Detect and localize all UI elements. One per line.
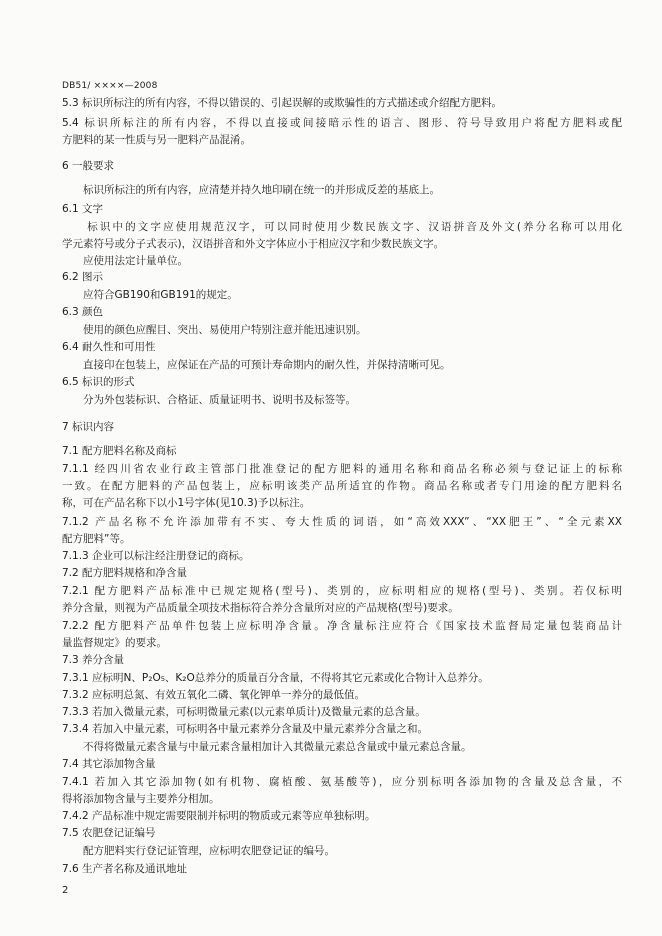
clause-7-3-heading: 7.3 养分含量	[62, 654, 125, 666]
section-7-heading: 7 标识内容	[62, 421, 115, 433]
clause-7-1-3: 7.1.3 企业可以标注经注册登记的商标。	[62, 550, 250, 562]
clause-7-3-2: 7.3.2 应标明总氮、有效五氧化二磷、氧化钾单一养分的最低值。	[62, 689, 366, 701]
clause-6-4-heading: 6.4 耐久性和可用性	[62, 341, 156, 353]
clause-6-1-line-3: 应使用法定计量单位。	[62, 255, 188, 267]
clause-7-5-heading: 7.5 农肥登记证编号	[62, 827, 156, 839]
clause-7-3-4: 7.3.4 若加入中量元素，可标明各中量元素养分含量及中量元素养分含量之和。	[62, 723, 429, 735]
clause-7-1-2-line-2: 配方肥料”等。	[62, 533, 131, 545]
clause-7-6-heading: 7.6 生产者名称及通讯地址	[62, 863, 188, 875]
clause-5-4-line-2: 方肥料的某一性质与另一肥料产品混淆。	[62, 134, 251, 146]
clause-6-1-heading: 6.1 文字	[62, 203, 104, 215]
clause-6-4-text: 直接印在包装上，应保证在产品的可预计寿命期内的耐久性，并保持清晰可见。	[62, 359, 451, 371]
clause-6-3-text: 使用的颜色应醒目、突出、易使用户特别注意并能迅速识别。	[62, 324, 367, 336]
clause-7-3-3: 7.3.3 若加入微量元素，可标明微量元素(以元素单质计)及微量元素的总含量。	[62, 706, 426, 718]
clause-7-1-1-line-1: 7.1.1 经四川省农业行政主管部门批准登记的配方肥料的通用名称和商品名称必须与登记证上的标称	[62, 463, 622, 475]
page-number: 2	[62, 885, 69, 896]
clause-7-1-1-line-3: 称，可在产品名称下以小1号字体(见10.3)予以标注。	[62, 497, 311, 509]
clause-6-2-heading: 6.2 图示	[62, 271, 104, 283]
clause-5-4-line-1: 5.4 标识所标注的所有内容，不得以直接或间接暗示性的语言、图形、符号导致用户将配方肥料或配	[62, 117, 622, 129]
clause-7-4-1-line-2: 得将添加物含量与主要养分相加。	[62, 793, 220, 805]
clause-7-5-text: 配方肥料实行登记证管理，应标明农肥登记证的编号。	[62, 845, 335, 857]
clause-6-1-line-2: 学元素符号或分子式表示)，汉语拼音和外文字体应小于相应汉字和少数民族文字。	[62, 238, 445, 250]
clause-7-4-heading: 7.4 其它添加物含量	[62, 758, 156, 770]
clause-6-5-text: 分为外包装标识、合格证、质量证明书、说明书及标签等。	[62, 394, 356, 406]
clause-7-2-1-line-2: 养分含量，则视为产品质量全项技术指标符合养分含量所对应的产品规格(型号)要求。	[62, 602, 459, 614]
clause-7-1-heading: 7.1 配方肥料名称及商标	[62, 445, 177, 457]
section-6-paragraph: 标识所标注的所有内容，应清楚并持久地印刷在统一的并形成反差的基底上。	[62, 184, 440, 196]
clause-6-5-heading: 6.5 标识的形式	[62, 376, 135, 388]
clause-7-4-2: 7.4.2 产品标准中规定需要限制并标明的物质或元素等应单独标明。	[62, 810, 376, 822]
section-6-heading: 6 一般要求	[62, 160, 115, 172]
clause-7-1-2-line-1: 7.1.2 产品名称不允许添加带有不实、夸大性质的词语，如“高效XXX”、“XX肥王”、“全元素XX	[62, 516, 622, 528]
clause-7-1-1-line-2: 一致。在配方肥料的产品包装上，应标明该类产品所适宜的作物。商品名称或者专门用途的配方肥料名	[62, 480, 622, 492]
clause-7-4-1-line-1: 7.4.1 若加入其它添加物(如有机物、腐植酸、氨基酸等)，应分别标明各添加物的含量及总含量，不	[62, 776, 622, 788]
clause-7-3-1: 7.3.1 应标明N、P₂O₅、K₂O总养分的质量百分含量，不得将其它元素或化合物计入总养分。	[62, 672, 489, 684]
clause-7-2-2-line-1: 7.2.2 配方肥料产品单件包装上应标明净含量。净含量标注应符合《国家技术监督局定量包装商品计	[62, 620, 622, 632]
clause-7-2-1-line-1: 7.2.1 配方肥料产品标准中已规定规格(型号)、类别的，应标明相应的规格(型号)、类别。若仅标明	[62, 585, 622, 597]
clause-6-2-text: 应符合GB190和GB191的规定。	[62, 289, 238, 301]
clause-7-3-4-note: 不得将微量元素含量与中量元素含量相加计入其微量元素总含量或中量元素总含量。	[62, 741, 472, 753]
clause-5-3: 5.3 标识所标注的所有内容，不得以错误的、引起误解的或欺骗性的方式描述或介绍配方肥料。	[62, 97, 503, 109]
clause-6-3-heading: 6.3 颜色	[62, 306, 104, 318]
clause-6-1-line-1: 标识中的文字应使用规范汉字，可以同时使用少数民族文字、汉语拼音及外文(养分名称可以用化	[62, 221, 622, 233]
clause-7-2-heading: 7.2 配方肥料规格和净含量	[62, 567, 188, 579]
clause-7-2-2-line-2: 量监督规定》的要求。	[62, 637, 167, 649]
standard-code-header: DB51/ ××××—2008	[62, 81, 158, 91]
